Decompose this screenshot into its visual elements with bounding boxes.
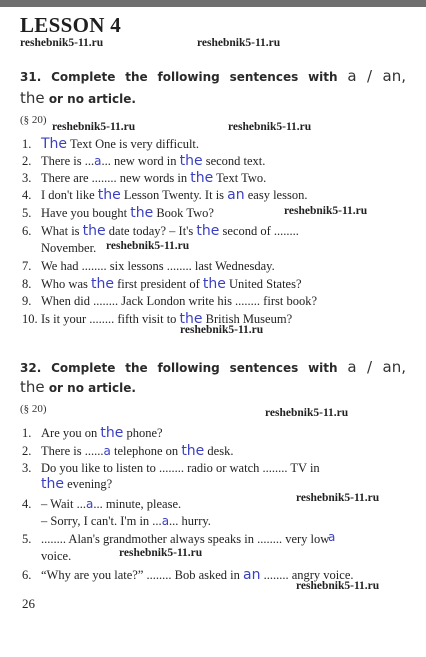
watermark: reshebnik5-11.ru xyxy=(106,240,190,252)
answer-overlay xyxy=(328,526,335,545)
section-ref: (§ 20) xyxy=(20,114,47,126)
heading-articles: a / an, xyxy=(347,358,407,376)
list-item: 8. Who was the first president of the United States? xyxy=(22,276,302,292)
list-item: 2. There is ......a telephone on the desk. xyxy=(22,443,234,459)
answer: the xyxy=(82,223,106,239)
watermark: reshebnik5-11.ru xyxy=(296,492,380,504)
lesson-title: LESSON 4 xyxy=(20,13,122,37)
answer: the xyxy=(179,311,203,327)
answer: the xyxy=(202,276,226,292)
list-item: 6. What is the date today? – It's the second of ........ xyxy=(22,223,299,239)
list-item: 7. We had ........ six lessons ........ last Wednesday. xyxy=(22,259,275,273)
watermark: reshebnik5-11.ru xyxy=(265,407,349,419)
watermark: reshebnik5-11.ru xyxy=(284,205,368,217)
answer: the xyxy=(181,443,205,459)
exercise-31-heading-line2 xyxy=(20,89,136,107)
answer: an xyxy=(243,567,261,583)
list-item-continuation: – Sorry, I can't. I'm in ...a... hurry. xyxy=(41,514,211,528)
answer: the xyxy=(91,276,114,292)
list-item: 2. There is ...a... new word in the second text. xyxy=(22,153,266,169)
answer: a xyxy=(328,530,336,544)
list-item-continuation: voice. xyxy=(41,549,72,563)
heading-rest: or no article. xyxy=(48,92,136,106)
list-item: 5. ........ Alan's grandmother always speaks in ........ very low xyxy=(22,532,330,546)
heading-text: 31. Complete the following sentences with xyxy=(20,70,338,84)
watermark: reshebnik5-11.ru xyxy=(197,37,281,49)
list-item: 3. There are ........ new words in the Text Two. xyxy=(22,170,267,186)
answer: the xyxy=(41,476,64,492)
answer: an xyxy=(227,187,245,203)
answer: the xyxy=(196,223,220,239)
answer: the xyxy=(190,170,214,186)
top-bar xyxy=(0,0,426,7)
answer: a xyxy=(103,444,111,458)
list-item: 1. Are you on the phone? xyxy=(22,425,163,441)
heading-text: 32. Complete the following sentences with xyxy=(20,361,338,375)
watermark: reshebnik5-11.ru xyxy=(228,121,312,133)
list-item-continuation: November. xyxy=(41,241,97,255)
list-item: 6. “Why are you late?” ........ Bob asked in an ........ angry voice. xyxy=(22,567,354,583)
list-item: 4. – Wait ...a... minute, please. xyxy=(22,497,182,511)
watermark: reshebnik5-11.ru xyxy=(296,580,380,592)
heading-articles: a / an, xyxy=(347,67,407,85)
answer: The xyxy=(41,136,68,152)
section-ref: (§ 20) xyxy=(20,403,47,415)
answer: the xyxy=(100,425,124,441)
answer: the xyxy=(130,205,154,221)
page-number: 26 xyxy=(22,596,35,611)
heading-rest: or no article. xyxy=(48,381,136,395)
watermark: reshebnik5-11.ru xyxy=(180,324,264,336)
list-item: 1. The Text One is very difficult. xyxy=(22,136,200,152)
list-item-continuation: the evening? xyxy=(41,476,113,492)
exercise-32-heading-line2 xyxy=(20,378,136,396)
heading-the: the xyxy=(20,89,45,107)
heading-the: the xyxy=(20,378,45,396)
list-item: 4. I don't like the Lesson Twenty. It is an easy lesson. xyxy=(22,187,308,203)
answer: the xyxy=(179,153,203,169)
exercise-31-heading xyxy=(20,67,406,85)
answer: a xyxy=(161,514,170,528)
answer: the xyxy=(97,187,121,203)
answer: a xyxy=(85,497,94,511)
watermark: reshebnik5-11.ru xyxy=(119,547,203,559)
list-item: 10. Is it your ........ fifth visit to the British Museum? xyxy=(22,311,293,327)
list-item: 3. Do you like to listen to ........ radio or watch ........ TV in xyxy=(22,461,320,475)
answer: a xyxy=(94,154,102,168)
watermark: reshebnik5-11.ru xyxy=(52,121,136,133)
list-item: 5. Have you bought the Book Two? xyxy=(22,205,214,221)
list-item: 9. When did ........ Jack London write his ........ first book? xyxy=(22,294,317,308)
exercise-32-heading xyxy=(20,358,406,376)
watermark: reshebnik5-11.ru xyxy=(20,37,104,49)
